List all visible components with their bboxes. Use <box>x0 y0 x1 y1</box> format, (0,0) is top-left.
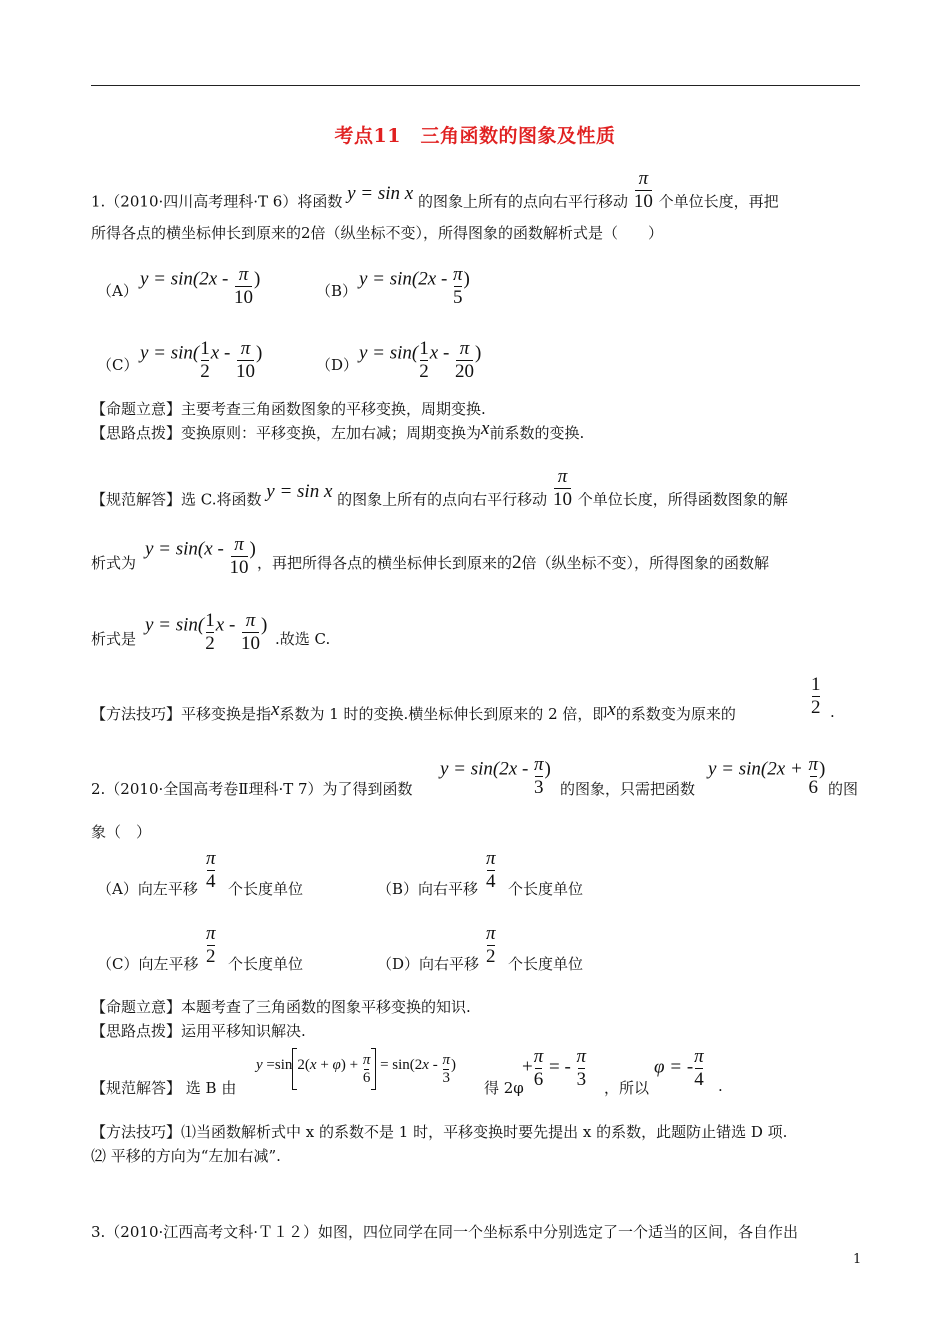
q1-solution-line1: 【规范解答】选 C.将函数 y = sin x 的图象上所有的点向右平行移动 $\frac{\pi}{10}$ 个单位长度，所得函数图象的解 <box>91 466 788 510</box>
q2-solution-eq: + $\frac{\pi}{6}$ = - $\frac{\pi}{3}$ <box>522 1046 587 1090</box>
q2-intent: 【命题立意】本题考查了三角函数的图象平移变换的知识. <box>91 998 471 1016</box>
q2-technique-2: ⑵ 平移的方向为“左加右减”. <box>91 1147 281 1165</box>
header-rule <box>91 85 860 86</box>
q3-stem: 3.（2010·江西高考文科·Ｔ１２）如图，四位同学在同一个坐标系中分别选定了一个适当的区间，各自作出 <box>91 1223 799 1241</box>
q1-stem-line1 <box>91 168 779 225</box>
q1-func: y = sin x <box>347 182 414 204</box>
q2-func1: y = sin(2x - $\frac{\pi}{3}$ ) <box>440 754 551 798</box>
q1-intent: 【命题立意】主要考查三角函数图象的平移变换，周期变换. <box>91 400 486 418</box>
q2-stem-suffix: 的图 <box>828 780 859 798</box>
q2-func2: y = sin(2x + $\frac{\pi}{6}$ ) <box>708 754 826 798</box>
q1-hint: 【思路点拨】变换原则：平移变换，左加右减；周期变换为x前系数的变换. <box>91 418 585 442</box>
q1-technique: 【方法技巧】平移变换是指x系数为 1 时的变换.横坐标伸长到原来的 2 倍，即x的系数变为原来的 <box>91 699 736 723</box>
page-title: 考点11 三角函数的图象及性质 <box>334 125 616 147</box>
page-number: 1 <box>853 1252 862 1267</box>
q1-stem-prefix: 1.（2010·四川高考理科·T 6）将函数 <box>91 192 343 211</box>
q2-stem-mid: 的图象，只需把函数 <box>560 780 696 798</box>
q2-solution-formula: y =sin 2(x + φ) + $\frac{\pi}{6}$ = sin(2x - $\frac{\pi}{3}$ ) <box>256 1048 456 1090</box>
q1-shift-fraction: $\frac{\pi}{10}$ <box>633 168 653 212</box>
q2-stem-prefix: 2.（2010·全国高考卷Ⅱ理科·T 7）为了得到函数 <box>91 780 413 798</box>
q2-hint: 【思路点拨】运用平移知识解决. <box>91 1022 306 1040</box>
q2-stem-line2: 象（ ） <box>91 823 152 841</box>
q1-stem-suffix: 个单位长度，再把 <box>658 192 779 211</box>
q2-technique-1: 【方法技巧】⑴当函数解析式中 x 的系数不是 1 时，平移变换时要先提出 x 的系数，此题防止错选 D 项. <box>91 1123 788 1141</box>
q1-technique-half: 1 2 <box>811 674 821 718</box>
q2-solution-so: ，所以 <box>604 1079 650 1097</box>
q2-solution-prefix: 【规范解答】 选 B 由 <box>91 1079 237 1097</box>
q1-stem-mid: 的图象上所有的点向右平行移动 <box>418 192 629 211</box>
q2-solution-phi: φ = - $\frac{\pi}{4}$ <box>654 1046 704 1090</box>
q1-stem-line2: 所得各点的横坐标伸长到原来的2倍（纵坐标不变），所得图象的函数解析式是（ ） <box>91 224 664 242</box>
q2-solution-get: 得 2φ <box>484 1079 524 1097</box>
